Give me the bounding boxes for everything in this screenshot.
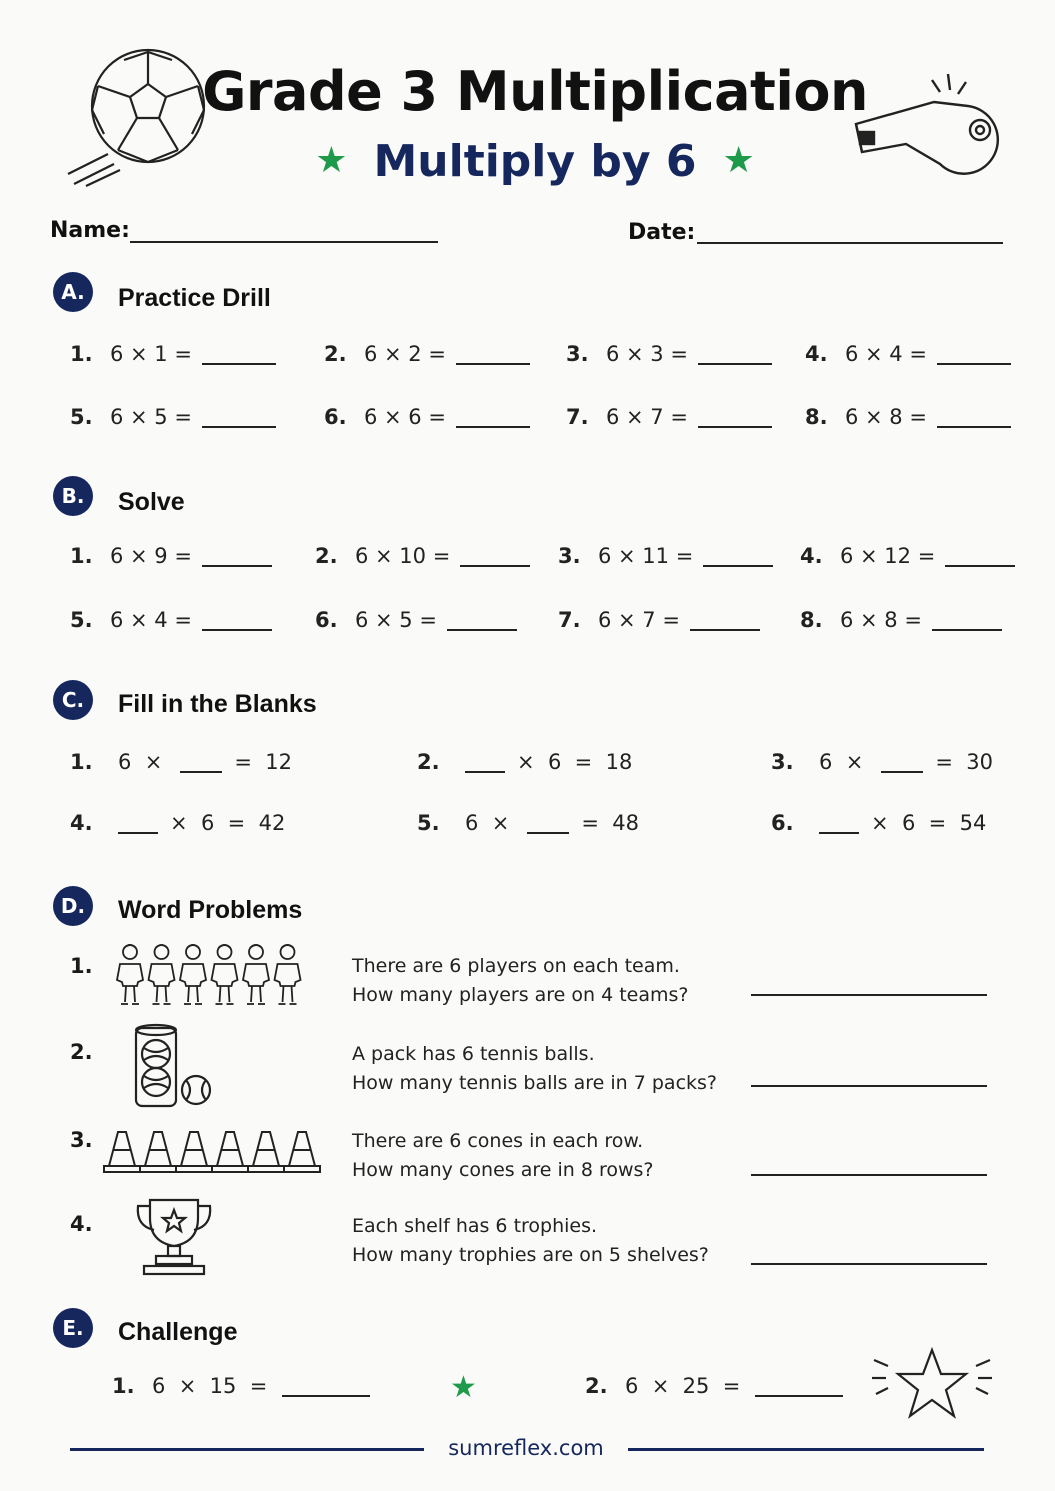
problem-number: 1. xyxy=(70,544,93,568)
section-badge-e: E. xyxy=(53,1308,93,1348)
problem-expression: 6 × 8 = xyxy=(845,405,927,429)
footer-divider xyxy=(628,1448,984,1451)
problem-expression: 6 × 4 = xyxy=(845,342,927,366)
word-problem-line: How many cones are in 8 rows? xyxy=(352,1159,654,1181)
problem-prefix: 6 × xyxy=(819,750,864,774)
answer-line[interactable] xyxy=(751,1263,987,1265)
answer-blank[interactable] xyxy=(202,363,276,365)
fill-blank-problem xyxy=(417,811,639,835)
practice-problem xyxy=(566,405,772,429)
cone-figure xyxy=(176,1132,212,1172)
date-field[interactable] xyxy=(697,242,1003,244)
problem-number: 1. xyxy=(70,750,93,774)
problem-expression: 6 × 1 = xyxy=(110,342,192,366)
player-figure xyxy=(117,945,143,1004)
section-title-e: Challenge xyxy=(118,1318,238,1346)
answer-blank[interactable] xyxy=(456,426,530,428)
section-title-b: Solve xyxy=(118,488,185,516)
cone-figure xyxy=(104,1132,140,1172)
problem-number: 2. xyxy=(315,544,338,568)
problem-number: 6. xyxy=(315,608,338,632)
answer-blank[interactable] xyxy=(465,771,505,773)
problem-expression: 6 × 9 = xyxy=(110,544,192,568)
answer-blank[interactable] xyxy=(180,771,222,773)
answer-blank[interactable] xyxy=(703,565,773,567)
solve-problem xyxy=(800,608,1002,632)
player-figure xyxy=(212,945,238,1004)
fill-blank-problem xyxy=(771,811,986,835)
answer-blank[interactable] xyxy=(527,832,569,834)
problem-expression: 6 × 8 = xyxy=(840,608,922,632)
word-problem-line: There are 6 cones in each row. xyxy=(352,1130,644,1152)
answer-blank[interactable] xyxy=(937,426,1011,428)
section-title-c: Fill in the Blanks xyxy=(118,690,317,718)
practice-problem xyxy=(70,405,276,429)
challenge-problem-2 xyxy=(585,1374,843,1398)
word-problem-line: There are 6 players on each team. xyxy=(352,955,680,977)
cone-figure xyxy=(248,1132,284,1172)
problem-number: 3. xyxy=(771,750,794,774)
practice-problem xyxy=(566,342,772,366)
problem-number: 7. xyxy=(566,405,589,429)
player-figure xyxy=(243,945,269,1004)
fill-blank-problem xyxy=(70,811,285,835)
page-title: Grade 3 Multiplication xyxy=(202,60,868,123)
problem-expression: 6 × 25 = xyxy=(625,1374,741,1398)
answer-blank[interactable] xyxy=(698,363,772,365)
answer-blank[interactable] xyxy=(118,832,158,834)
word-problem-text xyxy=(352,1127,654,1185)
cone-figure xyxy=(284,1132,320,1172)
answer-blank[interactable] xyxy=(755,1395,843,1397)
solve-problem xyxy=(70,544,272,568)
word-problem-number: 3. xyxy=(70,1128,93,1152)
section-badge-c: C. xyxy=(53,680,93,720)
fill-blank-problem xyxy=(70,750,292,774)
answer-blank[interactable] xyxy=(447,629,517,631)
solve-problem xyxy=(70,608,272,632)
word-problem-number: 2. xyxy=(70,1040,93,1064)
fill-blank-problem xyxy=(417,750,632,774)
practice-problem xyxy=(805,342,1011,366)
problem-expression: 6 × 5 = xyxy=(355,608,437,632)
problem-expression: 6 × 10 = xyxy=(355,544,451,568)
word-problem-number: 4. xyxy=(70,1212,93,1236)
sparkle-star-icon xyxy=(870,1346,994,1422)
player-figure xyxy=(149,945,175,1004)
problem-number: 8. xyxy=(805,405,828,429)
word-problem-line: How many tennis balls are in 7 packs? xyxy=(352,1072,717,1094)
trophy-icon xyxy=(132,1196,216,1278)
problem-expression: 6 × 7 = xyxy=(606,405,688,429)
answer-blank[interactable] xyxy=(881,771,923,773)
problem-number: 6. xyxy=(324,405,347,429)
problem-number: 2. xyxy=(417,750,440,774)
problem-expression: 6 × 3 = xyxy=(606,342,688,366)
problem-number: 5. xyxy=(70,608,93,632)
solve-problem xyxy=(315,608,517,632)
answer-blank[interactable] xyxy=(690,629,760,631)
answer-blank[interactable] xyxy=(698,426,772,428)
answer-blank[interactable] xyxy=(819,832,859,834)
section-title-a: Practice Drill xyxy=(118,284,271,312)
problem-number: 3. xyxy=(566,342,589,366)
answer-blank[interactable] xyxy=(456,363,530,365)
fill-blank-problem xyxy=(771,750,993,774)
problem-expression: 6 × 7 = xyxy=(598,608,680,632)
star-icon: ★ xyxy=(450,1370,477,1405)
problem-number: 1. xyxy=(112,1374,135,1398)
problem-suffix: = 12 xyxy=(234,750,292,774)
practice-problem xyxy=(324,342,530,366)
problem-expression: 6 × 6 = xyxy=(364,405,446,429)
page-subtitle xyxy=(0,136,1055,187)
date-label: Date: xyxy=(628,220,696,245)
word-problem-line: Each shelf has 6 trophies. xyxy=(352,1215,598,1237)
solve-problem xyxy=(558,608,760,632)
problem-number: 3. xyxy=(558,544,581,568)
problem-expression: 6 × 11 = xyxy=(598,544,694,568)
problem-number: 6. xyxy=(771,811,794,835)
problem-number: 5. xyxy=(417,811,440,835)
star-icon: ★ xyxy=(722,140,755,181)
practice-problem xyxy=(805,405,1011,429)
answer-line[interactable] xyxy=(751,1085,987,1087)
word-problem-text xyxy=(352,1040,717,1098)
section-title-d: Word Problems xyxy=(118,896,303,924)
answer-blank[interactable] xyxy=(202,426,276,428)
answer-blank[interactable] xyxy=(282,1395,370,1397)
player-figure xyxy=(275,945,301,1004)
problem-suffix: × 6 = 18 xyxy=(517,750,633,774)
problem-suffix: = 48 xyxy=(581,811,639,835)
footer-divider xyxy=(70,1448,424,1451)
practice-problem xyxy=(70,342,276,366)
problem-suffix: × 6 = 54 xyxy=(871,811,987,835)
solve-problem xyxy=(315,544,530,568)
problem-prefix: 6 × xyxy=(118,750,163,774)
section-badge-b: B. xyxy=(53,476,93,516)
problem-number: 5. xyxy=(70,405,93,429)
problem-suffix: × 6 = 42 xyxy=(170,811,286,835)
problem-number: 4. xyxy=(805,342,828,366)
section-badge-a: A. xyxy=(53,272,93,312)
problem-prefix: 6 × xyxy=(465,811,510,835)
problem-number: 2. xyxy=(585,1374,608,1398)
word-problem-number: 1. xyxy=(70,954,93,978)
word-problem-line: How many players are on 4 teams? xyxy=(352,984,689,1006)
practice-problem xyxy=(324,405,530,429)
answer-blank[interactable] xyxy=(937,363,1011,365)
word-problem-line: A pack has 6 tennis balls. xyxy=(352,1043,595,1065)
subtitle-text: Multiply by 6 xyxy=(373,136,697,187)
soccer-players-icon xyxy=(114,942,306,1008)
problem-expression: 6 × 12 = xyxy=(840,544,936,568)
solve-problem xyxy=(800,544,1015,568)
solve-problem xyxy=(558,544,773,568)
answer-blank[interactable] xyxy=(202,565,272,567)
problem-number: 8. xyxy=(800,608,823,632)
problem-number: 2. xyxy=(324,342,347,366)
tennis-balls-icon xyxy=(130,1022,216,1110)
word-problem-text xyxy=(352,1212,709,1270)
cones-icon xyxy=(104,1128,324,1176)
player-figure xyxy=(180,945,206,1004)
answer-blank[interactable] xyxy=(460,565,530,567)
problem-expression: 6 × 2 = xyxy=(364,342,446,366)
cone-figure xyxy=(212,1132,248,1172)
word-problem-text xyxy=(352,952,689,1010)
name-label: Name: xyxy=(50,218,130,243)
star-icon: ★ xyxy=(315,140,348,181)
challenge-problem-1 xyxy=(112,1374,370,1398)
footer-site: sumreflex.com xyxy=(448,1436,604,1460)
answer-blank[interactable] xyxy=(932,629,1002,631)
answer-line[interactable] xyxy=(751,1174,987,1176)
word-problem-line: How many trophies are on 5 shelves? xyxy=(352,1244,709,1266)
problem-number: 1. xyxy=(70,342,93,366)
cone-figure xyxy=(140,1132,176,1172)
name-field[interactable] xyxy=(130,241,438,243)
answer-line[interactable] xyxy=(751,994,987,996)
answer-blank[interactable] xyxy=(202,629,272,631)
section-badge-d: D. xyxy=(53,886,93,926)
problem-expression: 6 × 5 = xyxy=(110,405,192,429)
problem-number: 4. xyxy=(800,544,823,568)
problem-expression: 6 × 15 = xyxy=(152,1374,268,1398)
problem-expression: 6 × 4 = xyxy=(110,608,192,632)
problem-number: 7. xyxy=(558,608,581,632)
problem-number: 4. xyxy=(70,811,93,835)
problem-suffix: = 30 xyxy=(935,750,993,774)
answer-blank[interactable] xyxy=(945,565,1015,567)
